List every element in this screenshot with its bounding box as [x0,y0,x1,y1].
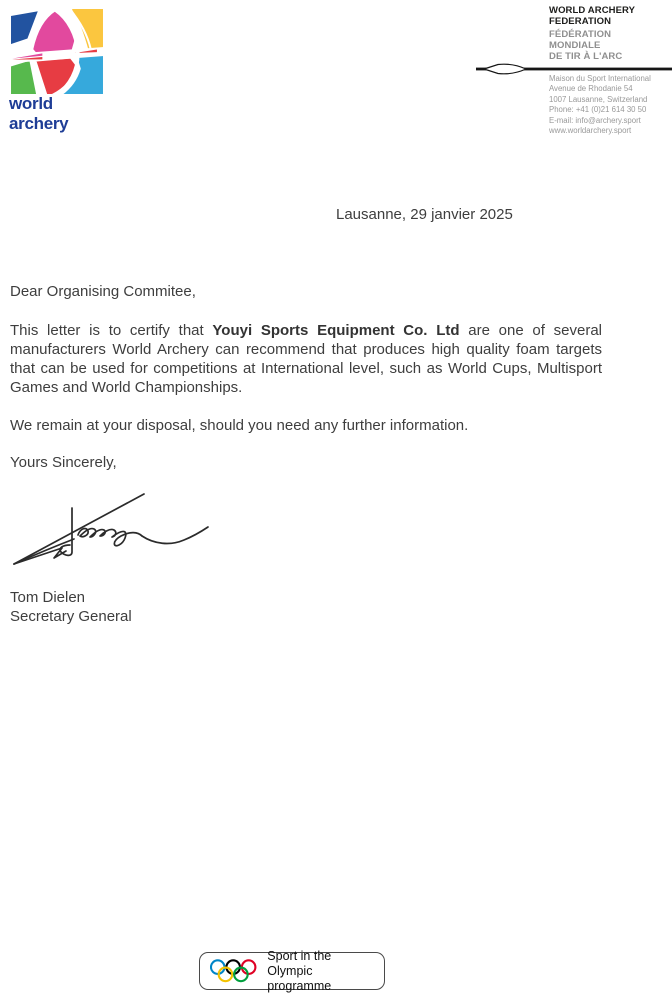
logo-green-segment [10,60,37,95]
signer-title: Secretary General [10,608,132,625]
federation-name-en [549,5,635,27]
company-name: Youyi Sports Equipment Co. Ltd [212,322,460,339]
signature [6,486,211,571]
address-line: 1007 Lausanne, Switzerland [549,94,648,104]
address-line: Phone: +41 (0)21 614 30 50 [549,105,647,115]
federation-name-fr-line: DE TIR À L'ARC [549,51,623,62]
signer-name: Tom Dielen [10,589,86,606]
world-archery-logo-icon [10,8,104,95]
federation-name-fr-line: MONDIALE [549,40,601,51]
body-paragraph [10,321,602,397]
olympic-programme-badge [199,948,385,993]
address-line: Avenue de Rhodanie 54 [549,84,633,94]
address-line-email: E-mail: info@archery.sport [549,115,641,125]
federation-name-fr [549,29,622,62]
address-block [549,74,651,136]
olympic-label-line1: Sport in the [267,948,332,963]
olympic-programme-label [267,949,376,994]
closing-line: Yours Sincerely, [10,454,117,471]
body-text-after: are one of several manufacturers World Archery can recommend that produces high quality foam targets that can be used for competitions at International level, such as World Cups, Multisport Games and World Championships. [10,322,602,396]
federation-name-en-line: FEDERATION [549,16,612,27]
salutation: Dear Organising Commitee, [10,283,196,300]
federation-name-fr-line: FÉDÉRATION [549,29,612,40]
dateline: Lausanne, 29 janvier 2025 [336,206,513,223]
olympic-label-line2: Olympic programme [267,963,332,993]
wordmark: world archery [9,94,69,133]
body-text-before: This letter is to certify that [10,322,213,339]
address-line-website: www.worldarchery.sport [549,126,632,136]
disposal-line: We remain at your disposal, should you need any further information. [10,417,469,434]
olympic-rings-icon [210,959,258,983]
federation-name-en-line: WORLD ARCHERY [549,5,636,16]
address-line: Maison du Sport International [549,74,651,83]
